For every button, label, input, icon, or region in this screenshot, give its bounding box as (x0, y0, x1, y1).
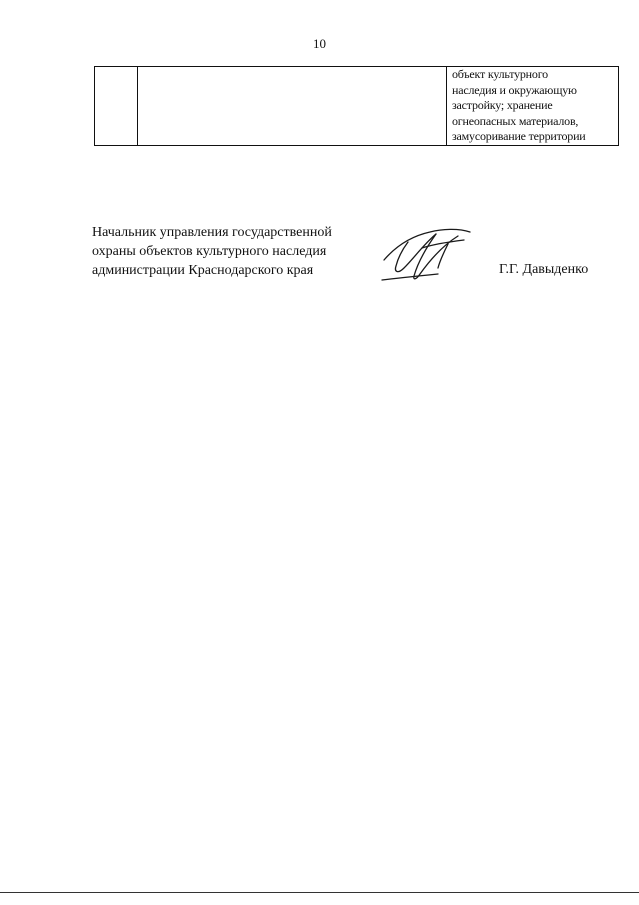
cell-text-line: застройку; хранение (452, 98, 553, 112)
handwritten-signature (378, 218, 478, 284)
table-cell-number (95, 67, 138, 146)
page-number: 10 (313, 36, 326, 51)
table-cell-restrictions (447, 67, 619, 146)
signer-position-line: администрации Краснодарского края (92, 263, 314, 278)
page-bottom-rule (0, 892, 639, 893)
table-cell-object (138, 67, 447, 146)
cell-text-line: огнеопасных материалов, (452, 113, 579, 128)
cell-text-line: объект культурного (452, 67, 548, 81)
signer-position-line: охраны объектов культурного наследия (92, 244, 327, 259)
cell-text-line: наследия и окружающую (452, 82, 577, 97)
cell-text-line: замусоривание территории (452, 129, 586, 143)
table-row (95, 67, 619, 146)
table-fragment (94, 66, 619, 146)
signer-position (92, 223, 332, 280)
signer-name: Г.Г. Давыденко (499, 262, 589, 277)
signer-position-line: Начальник управления государственной (92, 225, 332, 240)
